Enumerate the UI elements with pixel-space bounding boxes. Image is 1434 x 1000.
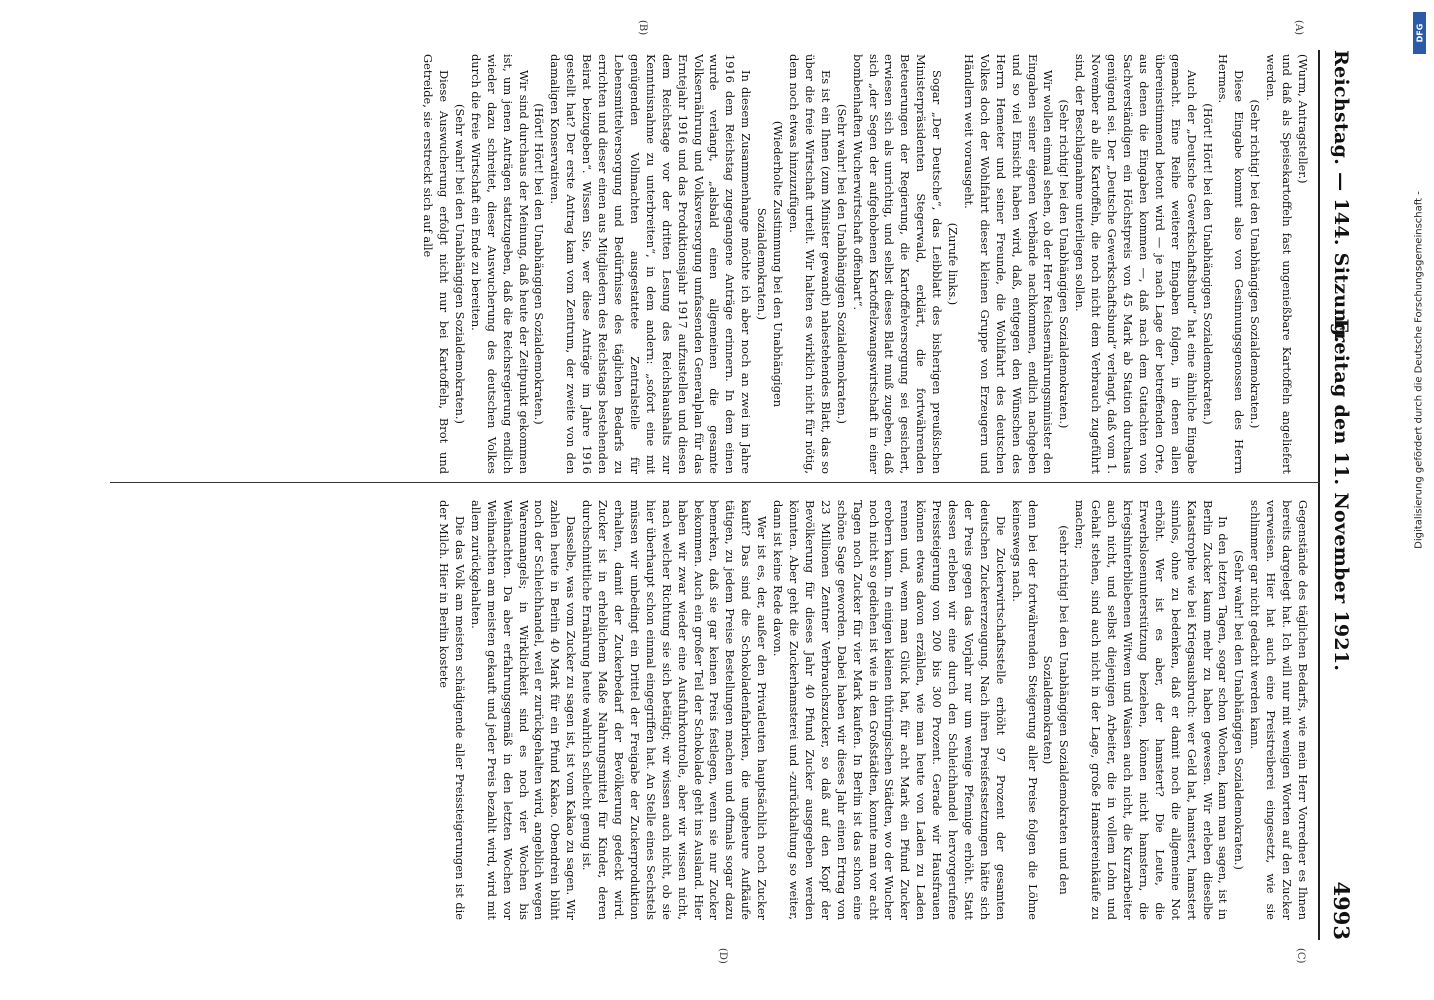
page-number: 4993 — [1329, 881, 1354, 940]
dfg-logo — [1413, 12, 1426, 54]
interjection: (Wiederholte Zustimmung bei den Unabhängigen Sozialdemokraten.) — [755, 120, 786, 408]
paragraph: In diesem Zusammenhange möchte ich aber noch an zwei im Jahre 1916 dem Reichstag zugegangene Anträge erinnern. In dem einen wurde verlangt, „alsbald einen allgemeinen die gesamte Volksernährung und Volksversorgung umfassenden Generalplan für das Erntejahr 1916 und das Produktionsjahr 1917 aufzustellen und diesen dem Reichstage vor der dritten Lesung des Reichshaushalts zur Kenntnisnahme zu unterbreiten“, in dem andern: „sofort eine mit genügenden Vollmachten ausgestattete Zentralstelle für Lebensmittelversorgung und Bedürfnisse des täglichen Bedarfs zu errichten und dieser einen aus Mitgliedern des Reichstags bestehenden Beirat beizugeben“. Wissen Sie, wer diese Anträge im Jahre 1916 gestellt hat? Der erste Antrag kam vom Zentrum, der zweite von den damaligen Konservativen. — [548, 54, 754, 474]
running-head — [1318, 50, 1360, 940]
digitization-credit-text: Digitalisierung gefördert durch die Deutsche Forschungsgemeinschaft - — [1413, 191, 1425, 549]
margin-marker-a: (A) — [1293, 20, 1304, 36]
interjection: (Sehr richtig! bei den Unabhängigen Sozialdemokraten.) — [1057, 99, 1072, 429]
right-column — [110, 500, 1310, 920]
column-divider — [110, 482, 1320, 483]
paragraph: denn bei der fortwährenden Steigerung aller Preise folgen die Löhne keineswegs nach. — [1009, 500, 1040, 920]
interjection: (Sehr wahr! bei den Unabhängigen Sozialdemokraten.) — [834, 104, 849, 424]
paragraph: Die das Volk am meisten schädigende aller Preissteigerungen ist die der Milch. Hier in Berlin kostete — [437, 500, 467, 920]
left-column — [110, 54, 1310, 474]
paragraph: Wir sind durchaus der Meinung, daß heute der Zeitpunkt gekommen ist, um jenen Anträgen stattzugeben, daß die Reichsregierung endlich wieder dazu schreitet, dieser Auswucherung des deutschen Volkes durch die freie Wirtschaft ein Ende zu bereiten. — [468, 54, 531, 474]
paragraph: Gegenstände des täglichen Bedarfs, wie mein Herr Vorredner es Ihnen bereits dargelegt hat. Ich will nur mit wenigen Worten auf den Zucker verweisen. Hier hat auch eine Preistreiberei eingesetzt, wie sie schlimmer gar nicht gedacht werden kann. — [1248, 500, 1310, 920]
running-head-date: Freitag den 11. November 1921. — [1330, 318, 1352, 672]
interjection: (Hört! Hört! bei den Unabhängigen Sozialdemokraten.) — [532, 103, 547, 425]
interjection: (sehr richtig! bei den Unabhängigen Sozialdemokraten und den Sozialdemokraten) — [1041, 525, 1072, 895]
margin-marker-c: (C) — [1295, 948, 1306, 964]
paragraph: Dasselbe, was vom Zucker zu sagen ist, ist vom Kakao zu sagen. Wir zahlen heute in Berlin 40 Mark für ein Pfund Kakao. Obendrein blüht noch der Schleichhandel, weil er zurückgehalten wird, angeblich wegen Warenmangels; in Wirklichkeit sind es noch vier Wochen bis Weihnachten. Da aber erfahrungsgemäß in den letzten Wochen vor Weihnachten am meisten gekauft und jeder Preis bezahlt wird, wird mit allem zurückgehalten. — [468, 500, 579, 920]
paragraph: Die Zuckerwirtschaftsstelle erhöht 97 Prozent der gesamten deutschen Zuckererzeugung. Nach ihren Preisfestsetzungen hätte sich der Preis gegen das Vorjahr nur um wenige Pfennige erhöht. Statt dessen erleben wir eine durch den Schleichhandel hervorgerufene Preissteigerung von 200 bis 300 Prozent. Gerade wir Hausfrauen können etwas davon erzählen, wie man heute von Laden zu Laden rennen und, wenn man Glück hat, für acht Mark ein Pfund Zucker erobern kann. In einigen kleinen thüringischen Städten, wo der Wucher noch nicht so gediehen ist wie in den Großstädten, konnte man vor acht Tagen noch Zucker für vier Mark kaufen. In Berlin ist das schon eine schöne Sage geworden. Dabei haben wir dieses Jahr einen Ertrag von 23 Millionen Zentner Verbrauchszucker, so daß auf den Kopf der Bevölkerung für dieses Jahr 40 Pfund Zucker ausgegeben werden könnten. Aber geht die Zuckerhamsterei und -zurückhaltung so weiter, dann ist keine Rede davon. — [771, 500, 1008, 920]
paragraph: Wer ist es, der, außer den Privatleuten hauptsächlich noch Zucker kauft? Das sind die Schokoladenfabriken, die ungeheure Aufkäufe tätigen, zu jedem Preise Bestellungen machen und oftmals sogar dazu bemerken, daß sie gar keinen Preis festlegen, wenn sie nur Zucker bekommen. Auch ein großer Teil der Schokolade geht ins Ausland. Hier haben wir zwar wieder eine Ausfuhrkontrolle, aber wir wissen nicht, nach welcher Richtung sie sich betätigt; wir wissen auch nicht, ob sie hier überhaupt schon einmal eingegriffen hat. An Stelle eines Sechstels müssen wir unbedingt ein Drittel der Freigabe der Zuckerproduktion erhalten, damit der Zuckerbedarf der Bevölkerung gedeckt wird. Zucker ist in erheblichem Maße Nahrungsmittel für Kinder, deren durchschnittliche Ernährung heute wahrlich schlecht genug ist. — [580, 500, 770, 920]
dfg-logo-text: DFG — [1415, 23, 1424, 43]
interjection: (Zurufe links.) — [946, 222, 961, 306]
interjection: (Sehr wahr! bei den Unabhängigen Sozialdemokraten.) — [452, 104, 467, 424]
paragraph: Wir wollen einmal sehen, ob der Herr Reichsernährungsminister den Eingaben seiner eigenen Verbände nachkommen, endlich nachgeben und so viel Einsicht haben wird, daß, entgegen den Wünschen des Herrn Hemeter und seiner Freunde, die Wohlfahrt des deutschen Volkes doch der Wohlfahrt dieser kleinen Gruppe von Erzeugern und Händlern weit vorausgeht. — [961, 54, 1056, 474]
paragraph: Diese Eingabe kommt also von Gesinnungsgenossen des Herrn Hermes. — [1216, 54, 1247, 474]
speaker-label: (Wurm, Antragsteller.) — [1296, 54, 1310, 184]
interjection: (Sehr richtig! bei den Unabhängigen Sozialdemokraten.) — [1248, 99, 1263, 429]
paragraph: In den letzten Tagen, sogar schon Wochen, kann man sagen, ist in Berlin Zucker kaum mehr zu haben gewesen. Wir erleben dieselbe Katastrophe wie bei Kriegsausbruch: wer Geld hat, hamstert, hamstert sinnlos, ohne zu bedenken, daß er damit noch die allgemeine Not erhöht. Wer ist es aber, der hamstert? Die Leute, die Erwerbslosenunterstützung beziehen, können nicht hamstern, die kriegshinterbliebenen Witwen und Waisen auch nicht, die Kurzarbeiter auch nicht, und selbst diejenigen Arbeiter, die in vollem Lohn und Gehalt stehen, sind auch nicht in der Lage, große Hamstereinkäufe zu machen; — [1073, 500, 1231, 920]
interjection: (Hört! Hört! bei den Unabhängigen Sozialdemokraten.) — [1200, 103, 1215, 425]
paragraph: Auch der „Deutsche Gewerkschaftsbund“ hat eine ähnliche Eingabe gemacht. Eine Reihe weiterer Eingaben folgen, in denen allen übereinstimmend betont wird — je nach Lage der betreffenden Orte, aus denen die Eingaben kommen —, daß nach dem Gutachten von Sachverständigen ein Höchstpreis von 45 Mark ab Station durchaus genügend sei. Der „Deutsche Gewerkschaftsbund“ verlangt, daß vom 1. November ab alle Kartoffeln, die noch nicht dem Verbrauch zugeführt sind, der Beschlagnahme unterliegen sollen. — [1073, 54, 1199, 474]
paragraph: Diese Auswucherung erfolgt nicht nur bei Kartoffeln, Brot und Getreide, sie erstreckt sich auf alle — [421, 54, 452, 474]
margin-marker-d: (D) — [717, 948, 728, 964]
interjection: (Sehr wahr! bei den Unabhängigen Sozialdemokraten.) — [1232, 550, 1247, 870]
margin-marker-b: (B) — [637, 20, 648, 36]
running-head-left: Reichstag. — 144. Sitzung. — [1330, 50, 1352, 344]
paragraph: und daß als Speisekartoffeln fast ungenießbare Kartoffeln angeliefert werden. — [1264, 54, 1295, 474]
paragraph: Sogar „Der Deutsche“, das Leibblatt des bisherigen preußischen Ministerpräsidenten Stegerwald, erklärt, die fortwährenden Beteuerungen der Regierung, die Kartoffelversorgung sei gesichert, erwiesen sich als unrichtig, und selbst dieses Blatt muß zugeben, daß sich „der Segen der aufgehobenen Kartoffelzwangswirtschaft in einer bombenhaften Wucherwirtschaft offenbart“. — [850, 54, 945, 474]
newspaper-page — [28, 8, 1368, 968]
paragraph: Es ist ein Ihnen (zum Minister gewandt) nahestehendes Blatt, das so über die freie Wirtschaft urteilt. Wir halten es wirklich nicht für nötig, dem noch etwas hinzuzufügen. — [787, 54, 833, 474]
